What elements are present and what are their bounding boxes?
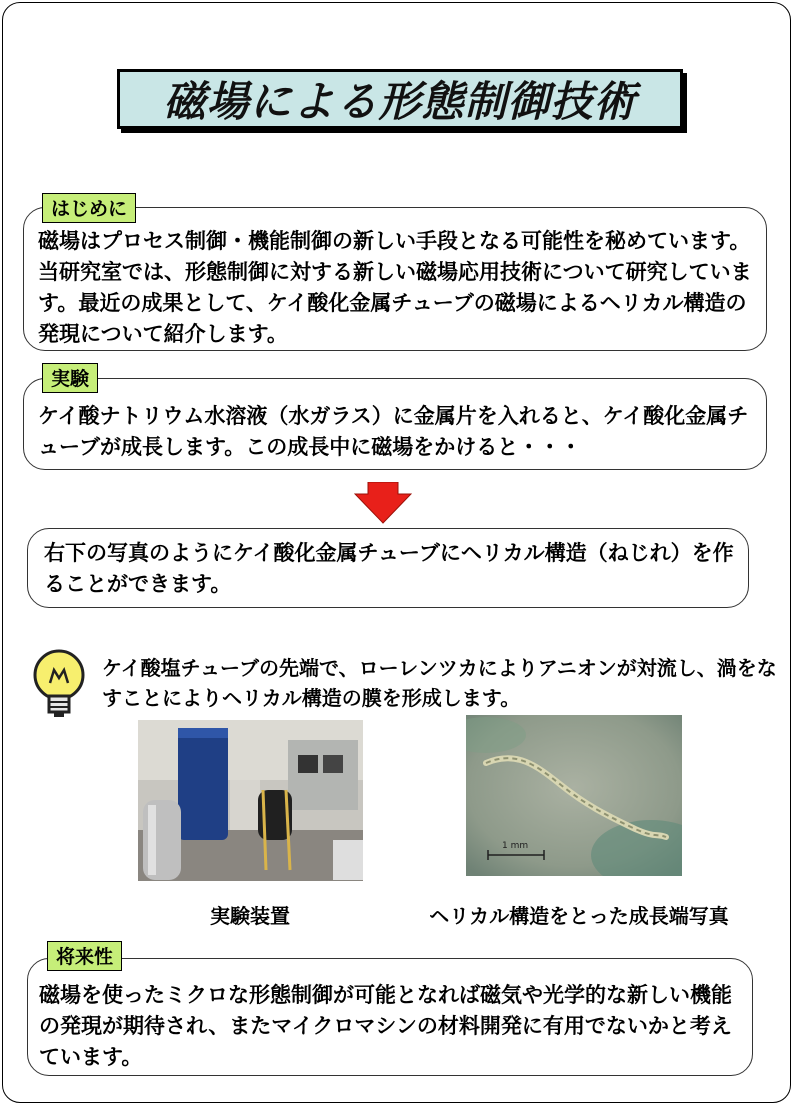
scale-bar-label: 1 mm bbox=[502, 841, 529, 851]
lab-apparatus-photo bbox=[138, 720, 363, 881]
down-arrow-icon bbox=[354, 482, 412, 524]
intro-label: はじめに bbox=[42, 193, 136, 223]
lightbulb-icon bbox=[30, 648, 88, 720]
title-box bbox=[117, 69, 683, 129]
intro-text: 磁場はプロセス制御・機能制御の新しい手段となる可能性を秘めています。当研究室では、形態制御に対する新しい磁場応用技術について研究しています。最近の成果として、ケイ酸化金属チューブの磁場によるヘリカル構造の発現について紹介します。 bbox=[38, 229, 752, 346]
note-text: ケイ酸塩チューブの先端で、ローレンツカによりアニオンが対流し、渦をなすことによりヘリカル構造の膜を形成します。 bbox=[102, 656, 777, 710]
future-text: 磁場を使ったミクロな形態制御が可能となれば磁気や光学的な新しい機能の発現が期待され、またマイクロマシンの材料開発に有用でないかと考えています。 bbox=[39, 983, 732, 1069]
future-label: 将来性 bbox=[47, 941, 122, 971]
experiment-label: 実験 bbox=[42, 363, 98, 393]
result-text: 右下の写真のようにケイ酸化金属チューブにヘリカル構造（ねじれ）を作ることができます。 bbox=[44, 541, 734, 596]
helical-tube-photo bbox=[466, 715, 682, 876]
photo-caption-apparatus: 実験装置 bbox=[210, 904, 290, 928]
photo-caption-helical: ヘリカル構造をとった成長端写真 bbox=[429, 904, 729, 928]
experiment-text: ケイ酸ナトリウム水溶液（水ガラス）に金属片を入れると、ケイ酸化金属チューブが成長します。この成長中に磁場をかけると・・・ bbox=[38, 404, 749, 459]
page-title: 磁場による形態制御技術 bbox=[163, 77, 637, 126]
